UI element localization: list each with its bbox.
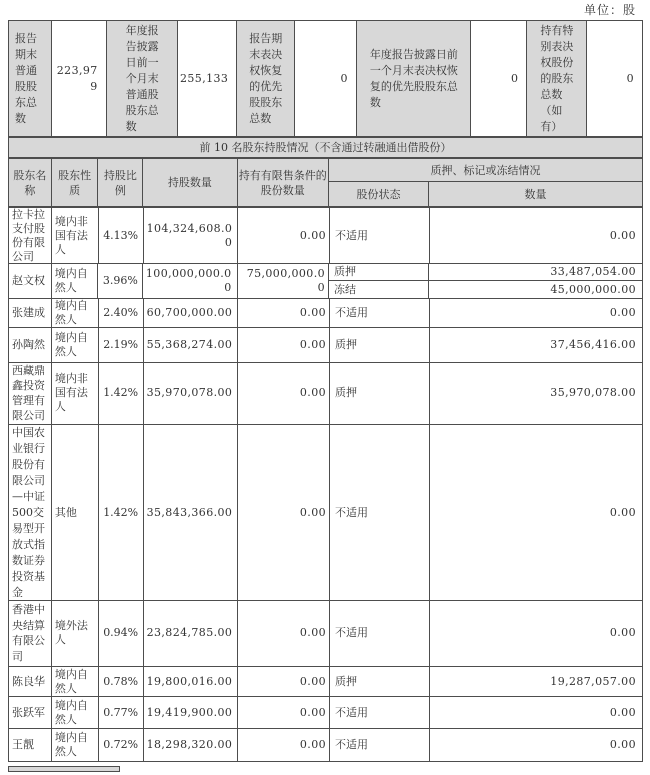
holding-shares-cell: 23,824,785.00 [144, 601, 239, 666]
col-header-shares: 持股数量 [143, 159, 237, 206]
col-header-pledge-group [329, 159, 642, 206]
pledge-sub-row [329, 264, 642, 281]
summary-label-cell: 年度报告披露日前一个月末普通股股东总数 [107, 21, 178, 136]
shareholder-name-cell: 王靓 [9, 729, 52, 761]
shareholder-nature-cell: 境内非国有法人 [52, 208, 99, 263]
partial-next-row [8, 766, 120, 772]
summary-value-cell: 0 [626, 71, 634, 85]
shareholder-nature-cell: 境内自然人 [52, 328, 99, 362]
holding-ratio-cell: 3.96% [98, 264, 143, 298]
shareholder-nature-cell: 境内自然人 [52, 264, 99, 298]
shareholder-name-cell: 赵文权 [9, 264, 52, 298]
holding-shares-cell: 55,368,274.00 [144, 328, 239, 362]
holding-ratio-cell: 4.13% [99, 208, 144, 263]
shareholder-nature-cell: 境内自然人 [52, 667, 99, 697]
shareholder-nature-cell: 境内非国有法人 [52, 363, 99, 425]
shareholder-row [9, 208, 642, 264]
summary-label-cell: 年度报告披露日前一个月末表决权恢复的优先股股东总数 [357, 21, 471, 136]
pledge-status-cell: 质押 [330, 667, 430, 697]
pledge-qty-cell: 35,970,078.00 [550, 386, 636, 400]
shareholder-nature-cell: 境内自然人 [52, 729, 99, 761]
holding-shares-cell: 35,843,366.00 [144, 425, 239, 600]
holding-shares-cell: 100,000,000.00 [143, 264, 237, 298]
pledge-status-cell: 不适用 [330, 208, 430, 263]
restricted-shares-cell: 0.00 [238, 328, 330, 362]
shareholder-row [9, 299, 642, 328]
pledge-status-cell: 不适用 [330, 299, 430, 327]
pledge-status-cell: 不适用 [330, 601, 430, 666]
restricted-shares-cell: 0.00 [238, 601, 330, 666]
summary-value-cell: 0 [295, 21, 357, 136]
restricted-shares-cell: 0.00 [238, 729, 330, 761]
pledge-qty-cell: 0.00 [609, 305, 636, 319]
col-header-pledge-status: 股份状态 [329, 182, 429, 206]
holding-shares-cell: 19,800,016.00 [144, 667, 239, 697]
restricted-shares-cell: 0.00 [238, 425, 330, 600]
pledge-status-cell: 质押 [329, 264, 429, 280]
shareholder-name-cell: 香港中央结算有限公司 [9, 601, 52, 666]
shareholder-name-cell: 拉卡拉支付股份有限公司 [9, 208, 52, 263]
shareholder-row [9, 667, 642, 698]
summary-value-cell: 255,133 [178, 21, 238, 136]
shareholder-row [9, 729, 642, 761]
pledge-qty-cell: 0.00 [609, 626, 636, 640]
shareholder-name-cell: 陈良华 [9, 667, 52, 697]
col-header-nature: 股东性质 [52, 159, 99, 206]
section-title: 前 10 名股东持股情况（不含通过转融通出借股份） [9, 138, 642, 157]
pledge-status-cell: 质押 [330, 328, 430, 362]
summary-value-cell: 223,979 [52, 21, 107, 136]
shareholder-row [9, 697, 642, 729]
pledge-qty-cell: 0.00 [609, 505, 636, 519]
restricted-shares-cell: 0.00 [238, 363, 330, 425]
holding-ratio-cell: 1.42% [99, 425, 144, 600]
shareholder-nature-cell: 境外法人 [52, 601, 99, 666]
shareholder-name-cell: 孙陶然 [9, 328, 52, 362]
shareholder-summary-row [8, 20, 643, 137]
shareholder-row [9, 363, 642, 426]
holding-shares-cell: 60,700,000.00 [144, 299, 239, 327]
pledge-qty-cell: 45,000,000.00 [550, 282, 636, 296]
summary-label-cell: 报告期末表决权恢复的优先股股东总数 [237, 21, 295, 136]
holding-ratio-cell: 0.78% [99, 667, 144, 697]
col-header-name: 股东名称 [9, 159, 52, 206]
shareholder-table-body [8, 207, 643, 762]
shareholder-name-cell: 张跃军 [9, 697, 52, 728]
restricted-shares-cell: 0.00 [238, 299, 330, 327]
pledge-qty-cell: 0.00 [609, 705, 636, 719]
holding-shares-cell: 104,324,608.00 [144, 208, 239, 263]
restricted-shares-cell: 75,000,000.00 [238, 264, 329, 298]
holding-shares-cell: 35,970,078.00 [144, 363, 239, 425]
shareholder-name-cell: 西藏鼎鑫投资管理有限公司 [9, 363, 52, 425]
shareholder-row [9, 601, 642, 667]
summary-label-cell: 报告期末普通股股东总数 [9, 21, 52, 136]
shareholder-nature-cell: 境内自然人 [52, 299, 99, 327]
holding-ratio-cell: 2.40% [99, 299, 144, 327]
pledge-qty-cell: 37,456,416.00 [550, 337, 636, 351]
pledge-qty-cell: 33,487,054.00 [550, 265, 636, 279]
shareholder-row [9, 425, 642, 601]
shareholder-name-cell: 中国农业银行股份有限公司—中证500交易型开放式指数证券投资基金 [9, 425, 52, 600]
col-header-pledge-qty: 数量 [429, 182, 642, 206]
col-header-restricted: 持有有限售条件的股份数量 [238, 159, 329, 206]
pledge-status-cell: 不适用 [330, 425, 430, 600]
unit-label: 单位：股 [583, 3, 636, 17]
restricted-shares-cell: 0.00 [238, 697, 330, 728]
summary-label-cell: 持有特别表决权股份的股东总数（如有） [527, 21, 587, 136]
holding-shares-cell: 18,298,320.00 [144, 729, 239, 761]
shareholder-nature-cell: 其他 [52, 425, 99, 600]
holding-shares-cell: 19,419,900.00 [144, 697, 239, 728]
pledge-status-cell: 不适用 [330, 729, 430, 761]
holding-ratio-cell: 2.19% [99, 328, 144, 362]
col-header-pledge-title: 质押、标记或冻结情况 [329, 159, 642, 182]
table-column-header [8, 158, 643, 207]
summary-value-cell: 0 [471, 21, 528, 136]
restricted-shares-cell: 0.00 [238, 208, 330, 263]
pledge-sub-row [329, 281, 642, 297]
pledge-status-cell: 质押 [330, 363, 430, 425]
holding-ratio-cell: 0.72% [99, 729, 144, 761]
restricted-shares-cell: 0.00 [238, 667, 330, 697]
pledge-qty-cell: 19,287,057.00 [550, 674, 636, 688]
pledge-status-cell: 冻结 [329, 281, 429, 297]
shareholder-nature-cell: 境内自然人 [52, 697, 99, 728]
shareholder-row [9, 328, 642, 363]
pledge-qty-cell: 0.00 [609, 228, 636, 242]
col-header-ratio: 持股比例 [98, 159, 143, 206]
pledge-status-cell: 不适用 [330, 697, 430, 728]
shareholder-name-cell: 张建成 [9, 299, 52, 327]
pledge-group [329, 264, 642, 298]
pledge-qty-cell: 0.00 [609, 738, 636, 752]
section-title-bar [8, 137, 643, 158]
holding-ratio-cell: 0.94% [99, 601, 144, 666]
shareholder-row [9, 264, 642, 299]
holding-ratio-cell: 1.42% [99, 363, 144, 425]
holding-ratio-cell: 0.77% [99, 697, 144, 728]
